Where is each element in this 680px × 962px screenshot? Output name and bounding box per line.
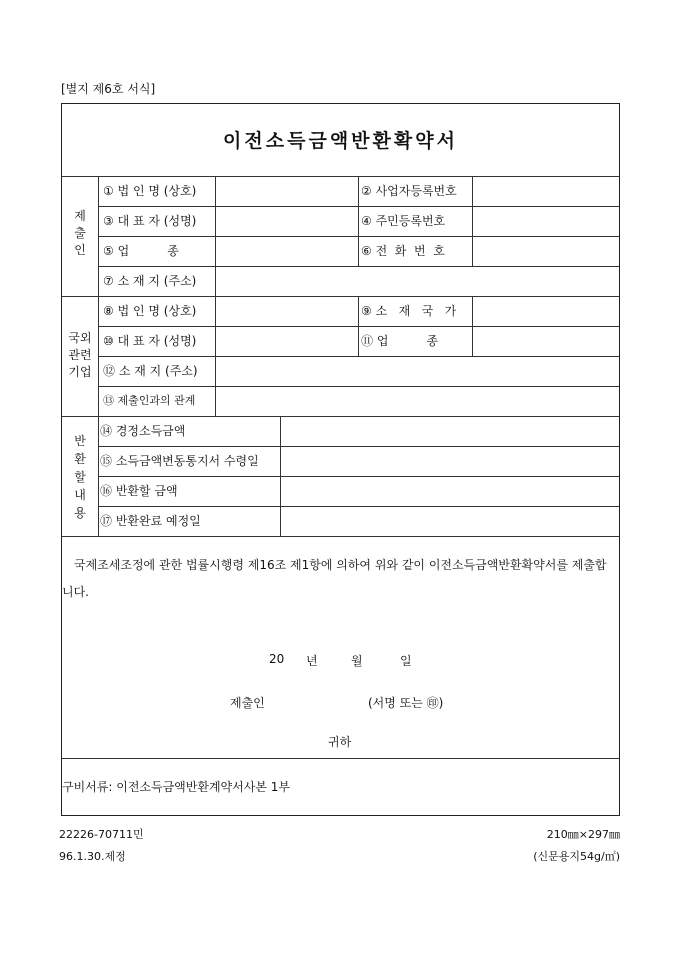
refund-due-date-value[interactable] [281, 507, 618, 536]
submitter-biz-reg-value[interactable] [473, 177, 618, 206]
submitter-resident-no-label: ④ 주민등록번호 [361, 214, 446, 228]
enacted-date: 96.1.30.제정 [59, 850, 126, 863]
form-container [61, 103, 620, 816]
foreign-corp-name-label: ⑧ 법 인 명 (상호) [103, 304, 197, 318]
foreign-business-type-value[interactable] [473, 327, 618, 356]
refund-adjusted-income-label: ⑭ 경정소득금액 [100, 424, 186, 438]
submitter-business-type-value[interactable] [216, 237, 357, 266]
foreign-address-label: ⑫ 소 재 지 (주소) [103, 364, 198, 378]
submitter-label: 제출인 [230, 696, 265, 710]
foreign-representative-label: ⑩ 대 표 자 (성명) [103, 334, 197, 348]
form-title: 이전소득금액반환확약서 [223, 130, 458, 152]
date-day: 일 [400, 654, 412, 668]
foreign-corp-name-value[interactable] [216, 297, 357, 326]
submitter-resident-no-value[interactable] [473, 207, 618, 236]
paper-size: 210㎜×297㎜ [546, 828, 620, 841]
foreign-address-value[interactable] [216, 357, 618, 386]
submitter-section-label: 제 출 인 [74, 209, 86, 257]
refund-amount-label: ⑯ 반환할 금액 [100, 484, 178, 498]
foreign-representative-value[interactable] [216, 327, 357, 356]
foreign-section-label: 국외 관련 기업 [68, 331, 92, 379]
foreign-relationship-value[interactable] [216, 387, 618, 416]
submitter-biz-reg-label: ② 사업자등록번호 [361, 184, 457, 198]
refund-amount-value[interactable] [281, 477, 618, 506]
attachments-note: 구비서류: 이전소득금액반환계약서사본 1부 [62, 780, 290, 794]
submitter-representative-label: ③ 대 표 자 (성명) [103, 214, 197, 228]
submitter-business-type-label: ⑤ 업 종 [103, 244, 179, 258]
submitter-corp-name-label: ① 법 인 명 (상호) [103, 184, 197, 198]
submitter-address-value[interactable] [216, 267, 618, 296]
refund-notice-received-value[interactable] [281, 447, 618, 476]
refund-section-label: 반 환 할 내 용 [74, 434, 86, 520]
declaration-text: 국제조세조정에 관한 법률시행령 제16조 제1항에 의하여 위와 같이 이전소득금액반환확약서를 제출합니다. [62, 558, 607, 599]
foreign-business-type-label: ⑪ 업 종 [361, 334, 439, 348]
form-code: 22226-70711민 [59, 828, 144, 841]
date-month: 월 [351, 654, 363, 668]
foreign-country-value[interactable] [473, 297, 618, 326]
signature-field[interactable]: (서명 또는 ㊞) [368, 696, 444, 710]
submitter-representative-value[interactable] [216, 207, 357, 236]
date-year-prefix: 20 [269, 652, 285, 666]
foreign-relationship-label: ⑬ 제출인과의 관계 [103, 394, 196, 407]
submitter-phone-label: ⑥ 전 화 번 호 [361, 244, 445, 258]
foreign-country-label: ⑨ 소 재 국 가 [361, 304, 457, 318]
form-number: [별지 제6호 서식] [61, 82, 156, 96]
submitter-address-label: ⑦ 소 재 지 (주소) [103, 274, 197, 288]
date-year: 년 [306, 654, 318, 668]
submitter-phone-value[interactable] [473, 237, 618, 266]
submitter-corp-name-value[interactable] [216, 177, 357, 206]
refund-due-date-label: ⑰ 반환완료 예정일 [100, 514, 201, 528]
paper-type: (신문용지54g/㎡) [533, 850, 620, 863]
addressee: 귀하 [328, 735, 352, 749]
refund-notice-received-label: ⑮ 소득금액변동통지서 수령일 [100, 454, 259, 468]
refund-adjusted-income-value[interactable] [281, 417, 618, 446]
